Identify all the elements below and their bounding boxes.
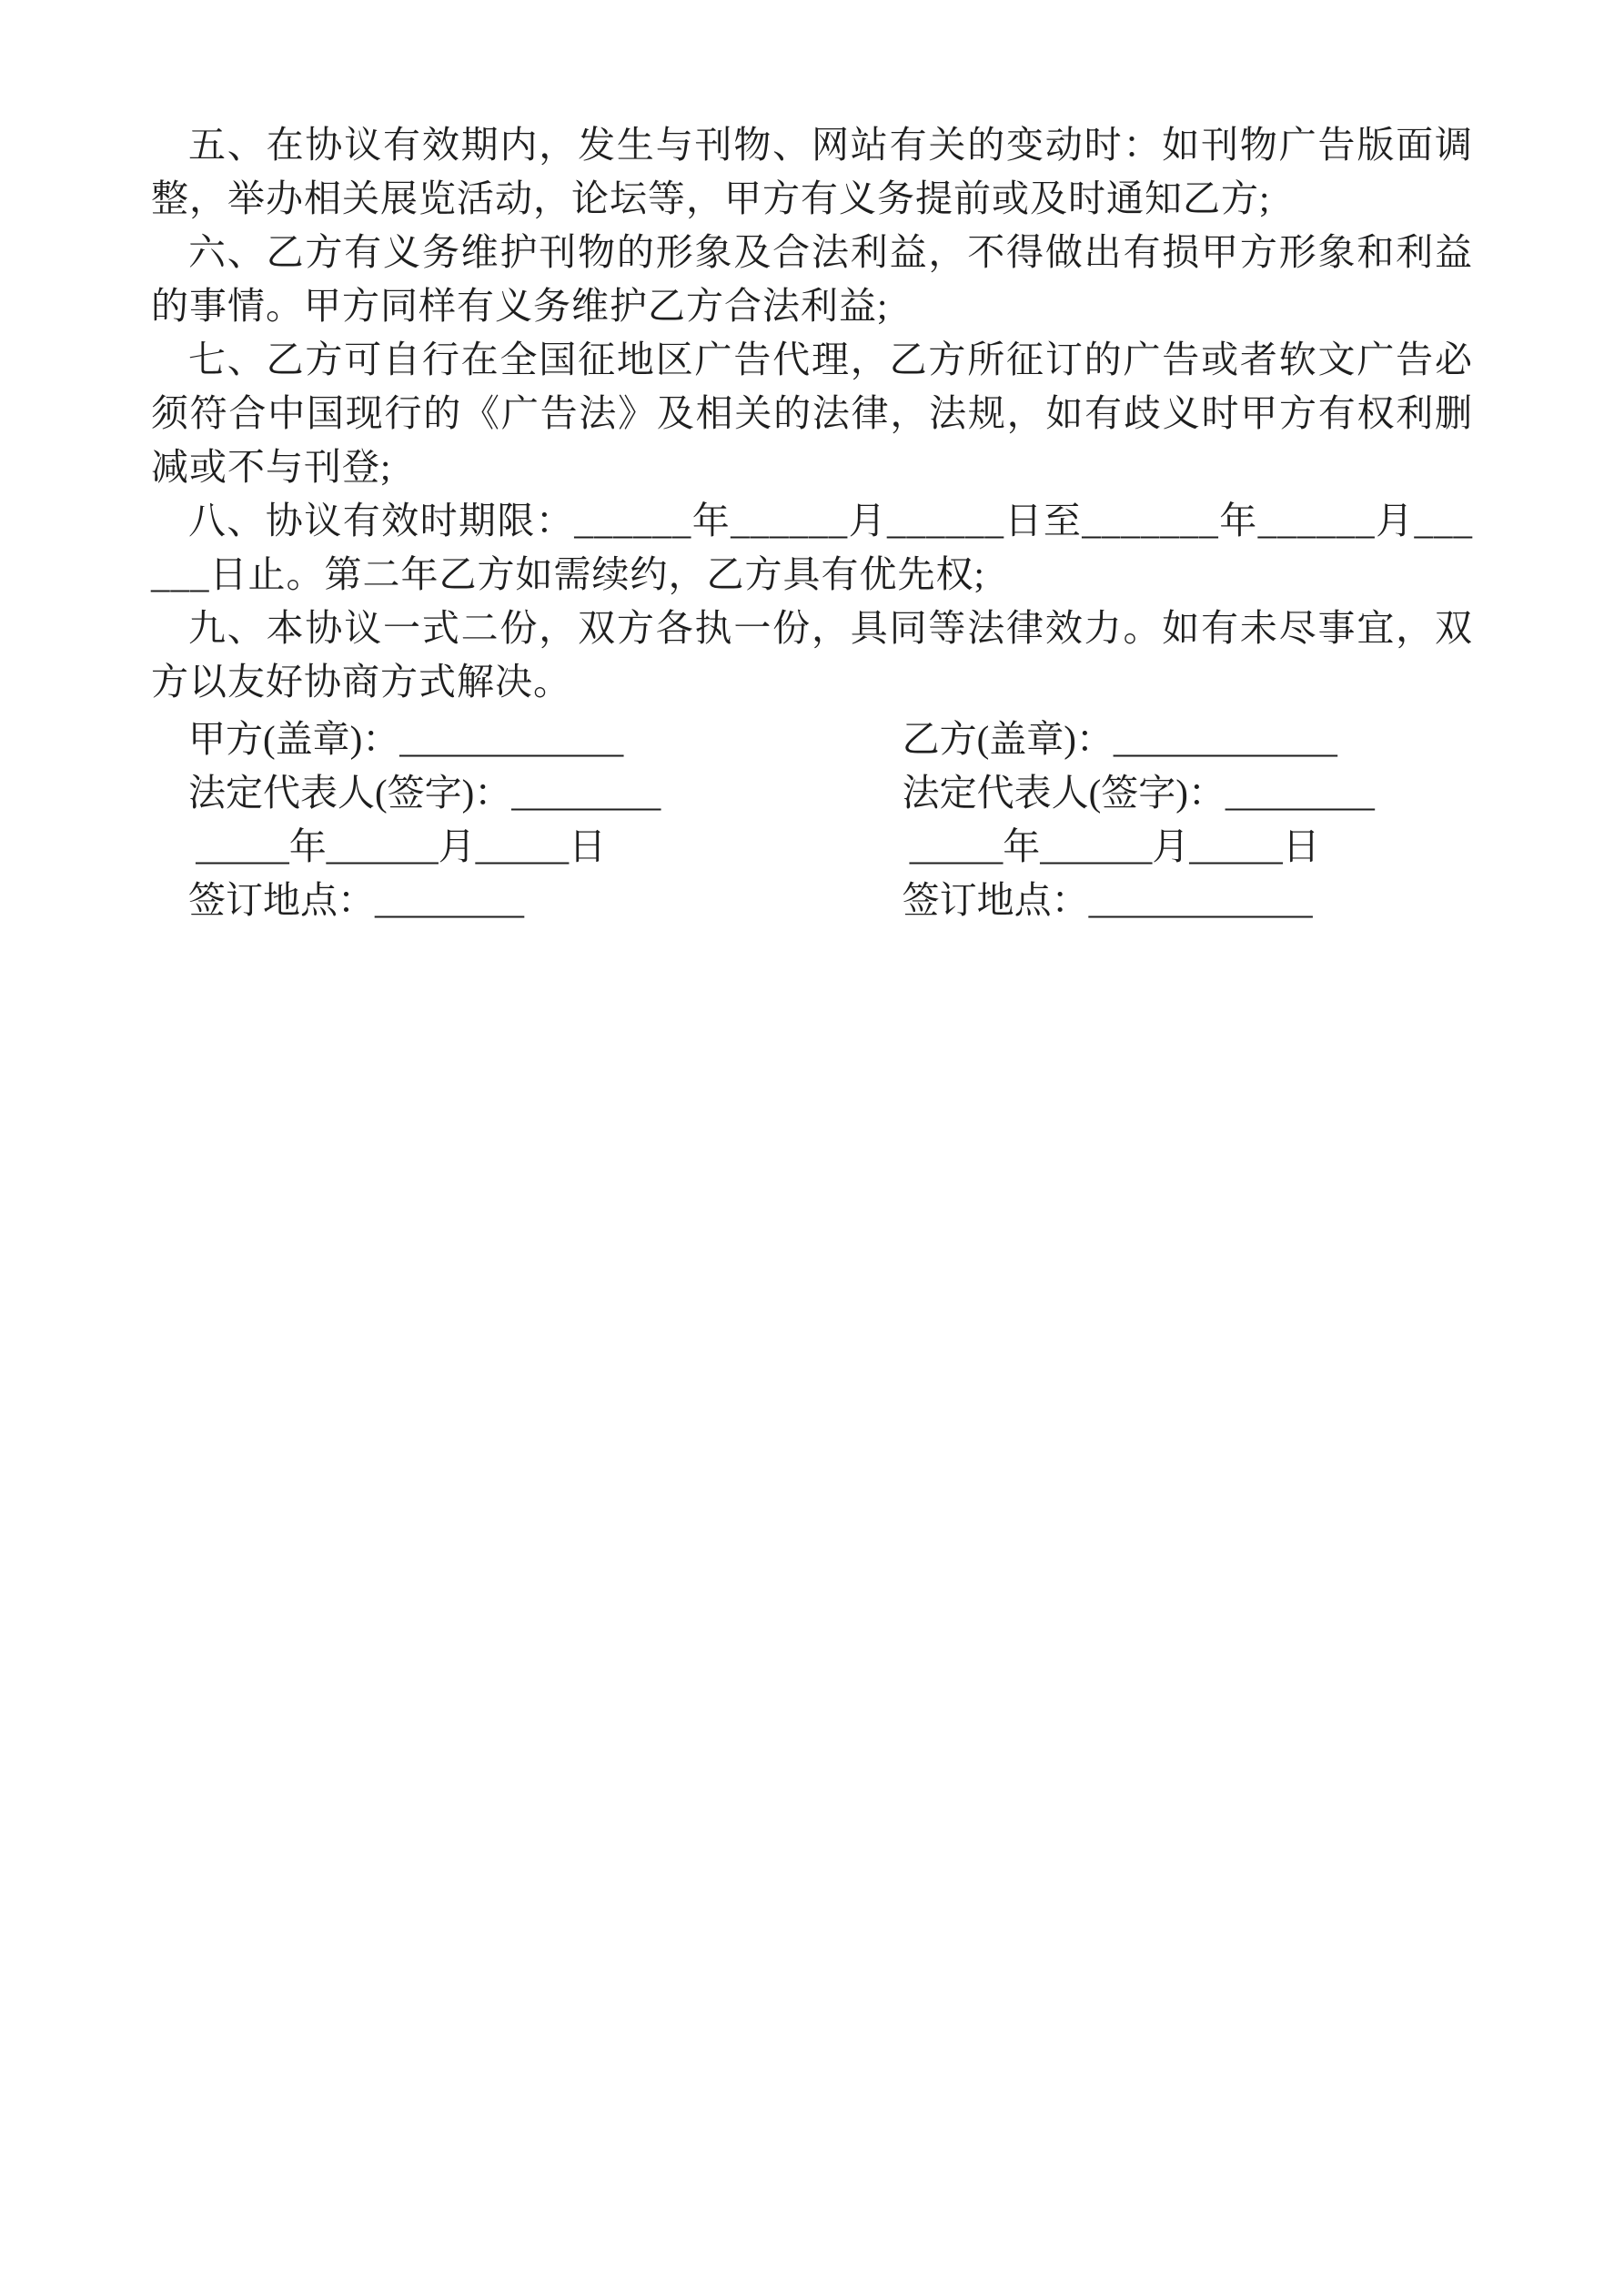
signing-place-row xyxy=(151,874,1473,927)
party-a-seal-line: 甲方(盖章)：____________ xyxy=(188,718,624,760)
party-a-date-line: _____年______月_____日 xyxy=(196,825,607,867)
party-b-representative-line: 法定代表人(签字)：________ xyxy=(902,772,1375,814)
clause-8: 八、协议有效时期限：______年______月______日至_______年______月______日止。第二年乙方如需续约，乙方具有优先权; xyxy=(151,500,1473,595)
party-a-representative-line: 法定代表人(签字)：________ xyxy=(188,772,661,814)
party-a-signing-place-line: 签订地点：________ xyxy=(188,879,524,921)
clause-9: 九、本协议一式二份，双方各执一份，具同等法律效力。如有未尽事宜，双方以友好协商方式解决。 xyxy=(151,607,1473,703)
party-b-signing-place-line: 签订地点：____________ xyxy=(902,879,1313,921)
party-b-seal-line: 乙方(盖章)：____________ xyxy=(902,718,1337,760)
date-row xyxy=(151,820,1473,874)
signature-block xyxy=(151,713,1473,927)
clause-5: 五、在协议有效期内，发生与刊物、网站有关的变动时：如刊物广告版面调整，举办相关展览活动，论坛等，甲方有义务提前或及时通知乙方; xyxy=(151,124,1473,219)
party-b-date-line: _____年______月_____日 xyxy=(909,825,1320,867)
seal-row xyxy=(151,713,1473,766)
clause-7: 七、乙方可自行在全国征地区广告代理，乙方所征订的广告或者软文广告必须符合中国现行的《广告法》及相关的法律，法规，如有歧义时甲方有权利删减或不与刊登; xyxy=(151,339,1473,488)
representative-row xyxy=(151,766,1473,820)
contract-body xyxy=(151,118,1473,927)
clause-6: 六、乙方有义务维护刊物的形象及合法利益，不得做出有损甲方形象和利益的事情。甲方同样有义务维护乙方合法利益; xyxy=(151,231,1473,327)
